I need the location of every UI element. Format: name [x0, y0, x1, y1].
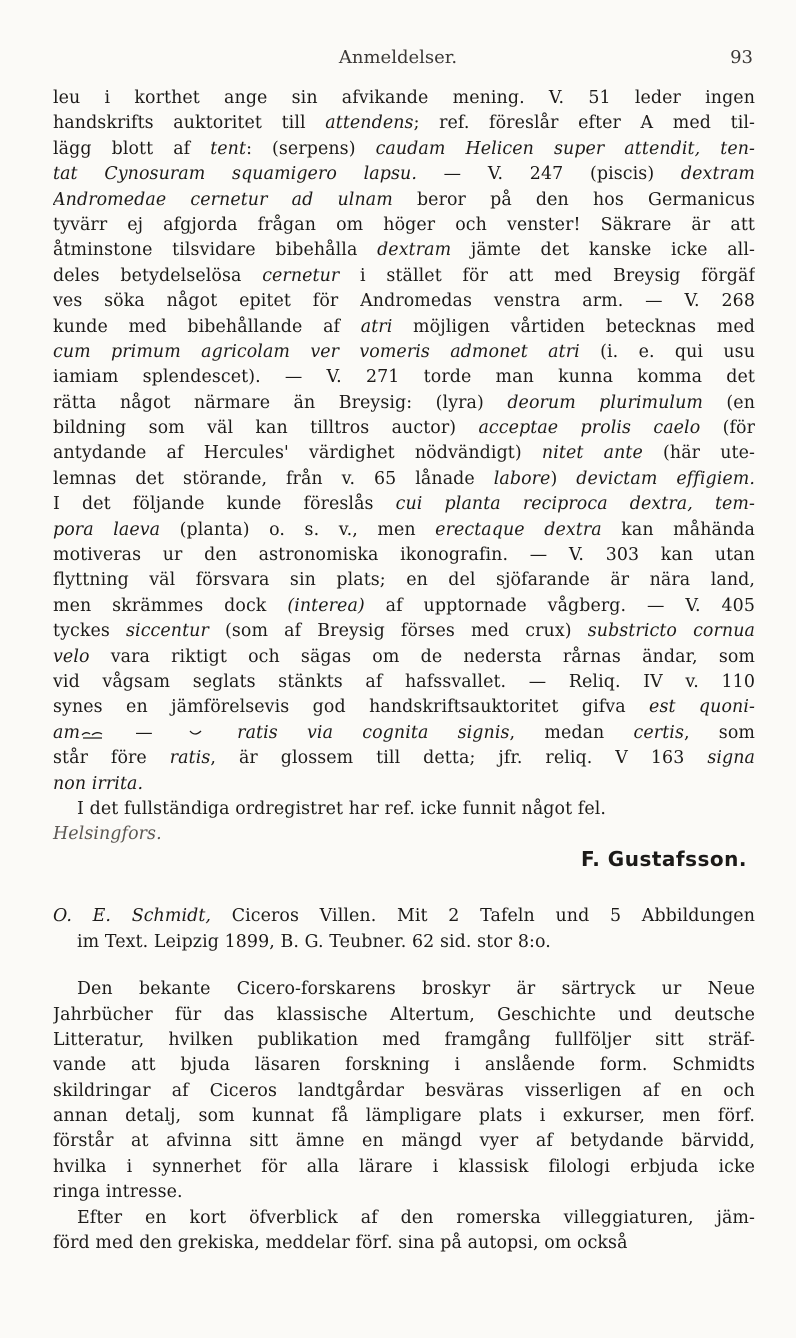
- text-run: men skrämmes dock: [53, 595, 288, 616]
- text-run: (i. e. qui usu: [579, 341, 755, 362]
- italic-text-run: devictam effigiem.: [576, 468, 755, 489]
- review-line: [53, 441, 755, 466]
- review-line: [53, 1180, 755, 1205]
- text-run: lemnas det störande, från v. 65 lånade: [53, 468, 494, 489]
- text-run: af upptornade vågberg. — V. 405: [364, 595, 755, 616]
- text-run: I det fullständiga ordregistret har ref. icke funnit något fel.: [77, 798, 607, 819]
- text-run: flyttning väl försvara sin plats; en del sjöfarande är nära land,: [53, 570, 755, 591]
- review-line: [53, 289, 755, 314]
- text-run: ves söka något epitet för Andromedas venstra arm. — V. 268: [53, 291, 755, 312]
- metrical-breve-mark: [182, 727, 208, 739]
- review-line: [53, 1206, 755, 1231]
- text-run: , medan: [509, 722, 634, 743]
- italic-text-run: attendens: [325, 113, 414, 134]
- text-run: beror på den hos Germanicus: [392, 189, 755, 210]
- text-run: ringa intresse.: [53, 1182, 183, 1203]
- italic-text-run: cui planta reciproca dextra, tem-: [395, 494, 755, 515]
- italic-text-run: non irrita.: [53, 773, 144, 794]
- review-line: [53, 746, 755, 771]
- review-line: [53, 1053, 755, 1078]
- italic-text-run: (interea): [287, 595, 365, 616]
- text-run: rätta något närmare än Breysig: (lyra): [53, 392, 508, 413]
- review-line: [53, 137, 755, 162]
- text-run: Ciceros Villen. Mit 2 Tafeln und 5 Abbildungen: [211, 906, 755, 927]
- review-line: [53, 1104, 755, 1129]
- review-line: [53, 594, 755, 619]
- review-line: [53, 213, 755, 238]
- citation-line: [53, 904, 755, 929]
- review-schmidt: [53, 977, 755, 1256]
- text-run: bildning som väl kan tilltros auctor): [53, 418, 479, 439]
- italic-text-run: deorum plurimulum: [507, 392, 703, 413]
- text-run: motiveras ur den astronomiska ikonografin. — V. 303 kan utan: [53, 545, 755, 566]
- citation-line: [53, 930, 755, 955]
- italic-text-run: velo: [53, 646, 90, 667]
- italic-text-run: acceptae prolis caelo: [478, 418, 701, 439]
- review-line: [53, 264, 755, 289]
- review-line: [53, 1155, 755, 1180]
- header-title: Anmeldelser.: [338, 47, 458, 68]
- section-gap: [53, 955, 755, 977]
- text-run: förd med den grekiska, meddelar förf. sina på autopsi, om också: [53, 1233, 628, 1254]
- review-line: [53, 86, 755, 111]
- text-run: [208, 723, 237, 743]
- text-run: leu i korthet ange sin afvikande mening. V. 51 leder ingen: [53, 88, 755, 108]
- text-run: synes en jämförelsevis god handskriftsauktoritet gifva: [53, 697, 650, 718]
- metrical-tilde-mark: [80, 727, 106, 739]
- text-run: : (serpens): [246, 138, 376, 159]
- review-line: [53, 543, 755, 568]
- review-line: [53, 568, 755, 593]
- text-run: ; ref. föreslår efter A med til-: [413, 113, 755, 134]
- italic-text-run: atri: [360, 316, 393, 337]
- text-run: kunde med bibehållande af: [53, 316, 361, 337]
- italic-text-run: caudam Helicen super attendit, ten-: [375, 138, 755, 159]
- review-line: [53, 1028, 755, 1053]
- review-line: [53, 772, 755, 797]
- review-line: [53, 1231, 755, 1256]
- italic-text-run: am: [53, 722, 81, 743]
- text-run: skildringar af Ciceros landtgårdar besväras visserligen af en och: [53, 1080, 755, 1101]
- text-run: åtminstone tilsvidare bibehålla: [53, 240, 378, 261]
- text-run: (en: [702, 392, 755, 413]
- text-run: annan detalj, som kunnat få lämpligare plats i exkurser, men förf.: [53, 1106, 755, 1127]
- review-signature: F. Gustafsson.: [581, 847, 747, 872]
- text-run: vid vågsam seglats stänkts af hafssvallet. — Reliq. IV v. 110: [53, 671, 755, 692]
- text-run: iamiam splendescet). — V. 271 torde man kunna komma det: [53, 367, 755, 388]
- text-run: im Text. Leipzig 1899, B. G. Teubner. 62 sid. stor 8:o.: [77, 931, 551, 952]
- italic-text-run: ratis via cognita signis: [237, 722, 510, 743]
- review-line: [53, 619, 755, 644]
- text-run: står före: [53, 748, 170, 769]
- italic-text-run: nitet ante: [541, 443, 643, 464]
- text-run: vande att bjuda läsaren forskning i anslående form. Schmidts: [53, 1055, 755, 1076]
- review-line: [53, 111, 755, 136]
- text-run: jämte det kanske icke all-: [451, 240, 755, 261]
- review-line: [53, 1079, 755, 1104]
- running-header: [0, 47, 796, 71]
- text-run: hvilka i synnerhet för alla lärare i klassisk filologi erbjuda icke: [53, 1156, 755, 1177]
- italic-text-run: O. E. Schmidt,: [53, 906, 212, 927]
- review-line: [53, 238, 755, 263]
- italic-text-run: certis: [633, 722, 684, 743]
- italic-text-run: substricto cornua: [587, 621, 755, 642]
- review-line: [53, 721, 755, 746]
- text-run: ): [550, 468, 577, 489]
- text-run: Den bekante Cicero-forskarens broskyr är särtryck ur Neue: [77, 979, 755, 1000]
- review-line: [53, 1003, 755, 1028]
- text-run: antydande af Hercules' värdighet nödvändigt): [53, 443, 542, 464]
- review-line: [53, 1129, 755, 1154]
- review-line: [53, 977, 755, 1002]
- text-run: möjligen vårtiden betecknas med: [392, 316, 755, 337]
- text-run: Efter en kort öfverblick af den romerska villeggiaturen, jäm-: [77, 1207, 755, 1228]
- text-run: (planta) o. s. v., men: [160, 519, 436, 540]
- italic-text-run: labore: [493, 468, 551, 489]
- italic-text-run: tent: [210, 138, 247, 159]
- text-run: lägg blott af: [53, 138, 211, 159]
- italic-text-run: erectaque dextra: [435, 519, 602, 540]
- italic-text-run: signa: [707, 748, 755, 769]
- text-run: (som af Breysig förses med crux): [208, 621, 588, 642]
- italic-text-run: cum primum agricolam ver vomeris admonet atri: [53, 341, 580, 362]
- italic-text-run: Andromedae cernetur ad ulnam: [53, 189, 393, 210]
- text-run: , är glossem till detta; jfr. reliq. V 163: [210, 748, 708, 769]
- text-run: kan måhända: [601, 519, 755, 540]
- text-run: Litteratur, hvilken publikation med framgång fullföljer sitt sträf-: [53, 1029, 755, 1050]
- review-line: [53, 797, 755, 822]
- italic-text-run: dextram: [377, 240, 452, 261]
- text-run: I det följande kunde föreslås: [53, 494, 396, 515]
- italic-text-run: est quoni-: [649, 697, 755, 718]
- text-run: — V. 247 (piscis): [416, 164, 681, 185]
- review-line: [53, 416, 755, 441]
- italic-text-run: pora laeva: [53, 519, 161, 540]
- italic-text-run: cernetur: [262, 265, 340, 286]
- text-run: förstår at afvinna sitt ämne en mängd vyer af betydande bärvidd,: [53, 1131, 755, 1152]
- review-line: [53, 162, 755, 187]
- page-body: [53, 86, 755, 1256]
- review-line: [53, 492, 755, 517]
- section-gap: [53, 876, 755, 904]
- review-line: [53, 315, 755, 340]
- review-line: [53, 645, 755, 670]
- text-run: (här ute-: [642, 443, 755, 464]
- text-run: —: [106, 722, 182, 743]
- review-line: [53, 340, 755, 365]
- review-line: [53, 365, 755, 390]
- italic-text-run: dextram: [680, 164, 755, 185]
- review-gustafsson: [53, 86, 755, 822]
- text-run: vara riktigt och sägas om de nedersta rårnas ändar, som: [89, 646, 755, 667]
- review-line: [53, 188, 755, 213]
- text-run: tyvärr ej afgjorda frågan om höger och venster! Säkrare är att: [53, 214, 755, 235]
- text-run: , som: [683, 722, 755, 743]
- text-run: Jahrbücher für das klassische Altertum, Geschichte und deutsche: [53, 1004, 755, 1025]
- text-run: tyckes: [53, 621, 127, 642]
- italic-text-run: siccentur: [126, 621, 209, 642]
- text-run: deles betydelselösa: [53, 265, 263, 286]
- review-line: [53, 518, 755, 543]
- review-line: [53, 467, 755, 492]
- text-run: i stället för att med Breysig förgäf: [339, 265, 755, 286]
- review-place: Helsingfors.: [53, 824, 162, 845]
- text-run: (för: [700, 418, 755, 439]
- review-line: [53, 670, 755, 695]
- book-citation: [53, 904, 755, 955]
- italic-text-run: tat Cynosuram squamigero lapsu.: [53, 164, 417, 185]
- review-line: [53, 695, 755, 720]
- review-line: [53, 391, 755, 416]
- text-run: handskrifts auktoritet till: [53, 113, 326, 134]
- page-number: 93: [730, 47, 753, 68]
- italic-text-run: ratis: [169, 748, 211, 769]
